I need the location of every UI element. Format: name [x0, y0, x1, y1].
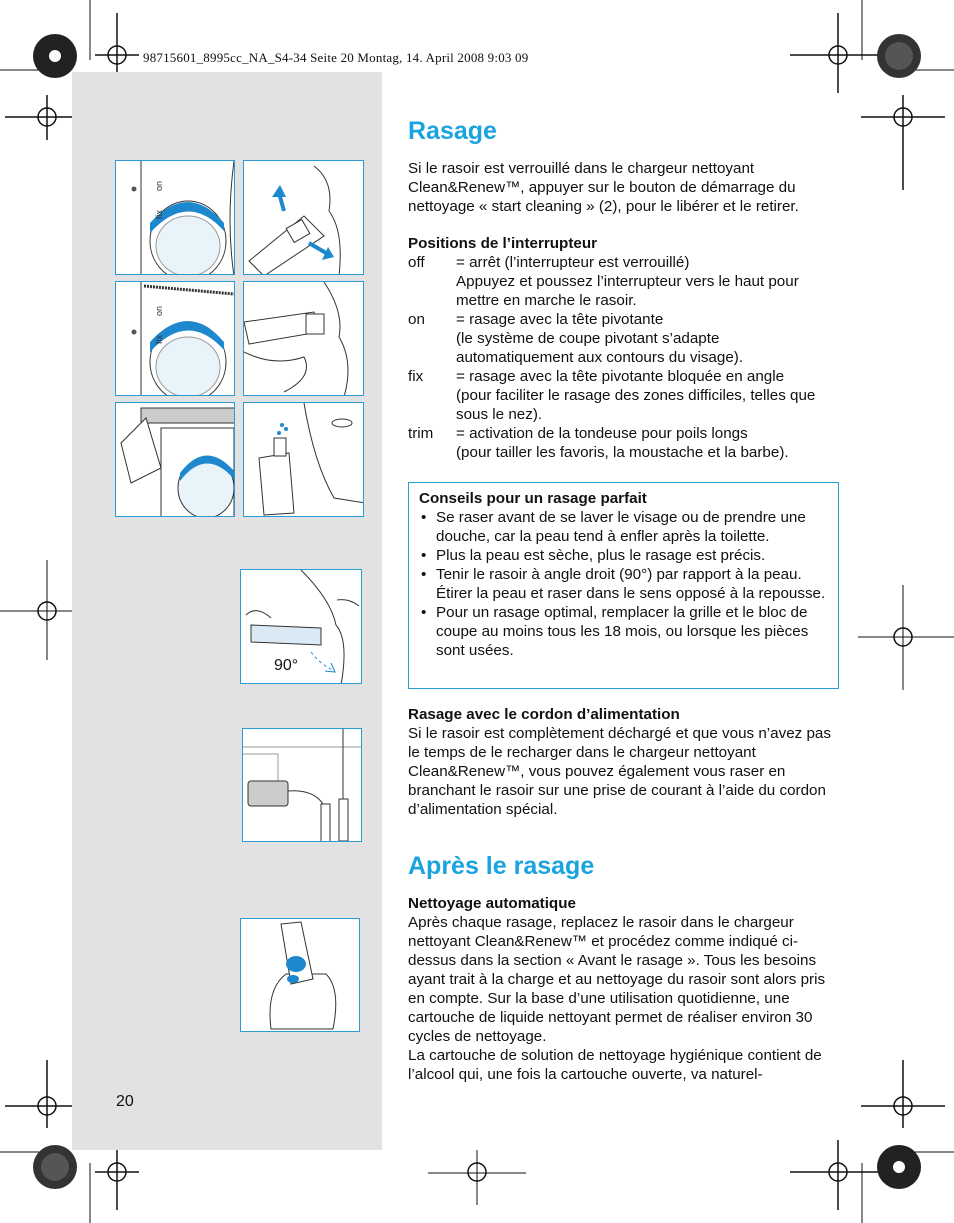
face-shaving-illustration — [244, 282, 364, 396]
position-detail: (le système de coupe pivotant s’adapte automatiquement aux contours du visage). — [456, 330, 744, 366]
figure-switch-on — [115, 160, 235, 275]
switch-position-on — [408, 310, 838, 367]
switch-position-trim — [408, 424, 838, 462]
auto-cleaning-text: Après chaque rasage, replacez le rasoir dans le chargeur nettoyant Clean&Renew™ et procédez comme indiqué ci-dessus dans la section « Avant le rasage ». Tous les besoins ayant trait à la charge et au nettoyage du rasoir sont alors pris en compte. Sur la base d’une utilisation quotidienne, une cartouche de liquide nettoyant permet de réaliser environ 30 cycles de nettoyage. — [408, 914, 826, 1045]
cartridge-text: La cartouche de solution de nettoyage hygiénique contient de l’alcool qui, une fois la cartouche ouverte, va naturel- — [408, 1047, 822, 1083]
figure-power-cord — [242, 728, 362, 842]
figure-shaving-under-nose — [243, 281, 364, 396]
position-desc: = activation de la tondeuse pour poils longs — [456, 425, 748, 442]
switch-label-on: on — [154, 180, 164, 191]
cleaning-station-illustration — [241, 919, 360, 1032]
tip-item: • Tenir le rasoir à angle droit (90°) par rapport à la peau. Étirer la peau et raser dans le sens opposé à la repousse. — [419, 565, 828, 603]
shaver-switch-illustration — [116, 161, 235, 275]
tips-box — [408, 482, 839, 689]
cord-text: Si le rasoir est complètement déchargé et que vous n’avez pas le temps de le recharger dans le chargeur nettoyant Clean&Renew™, vous pouvez également vous raser en branchant le rasoir sur une prise de courant à l’aide du cordon d’alimentation spécial. — [408, 725, 831, 818]
switch-label-fix-2: fix — [154, 335, 164, 344]
figure-trimming-sideburns — [243, 402, 364, 517]
section-title-apres-rasage: Après le rasage — [408, 852, 595, 880]
tip-item: • Pour un rasage optimal, remplacer la grille et le bloc de coupe au moins tous les 18 mois, ou lorsque les pièces sont usées. — [419, 603, 828, 660]
switch-positions-list — [408, 253, 838, 462]
hand-shaver-illustration — [244, 161, 364, 275]
power-cord-illustration — [243, 729, 362, 842]
print-header: 98715601_8995cc_NA_S4-34 Seite 20 Montag, 14. April 2008 9:03 09 — [143, 50, 529, 65]
position-detail: Appuyez et poussez l’interrupteur vers le haut pour mettre en marche le rasoir. — [456, 273, 799, 309]
face-trimming-illustration — [244, 403, 364, 517]
figure-switch-fix — [115, 281, 235, 396]
cord-heading: Rasage avec le cordon d’alimentation — [408, 706, 680, 723]
shaver-switch-fix-illustration — [116, 282, 235, 396]
figure-trimmer — [115, 402, 235, 517]
position-key: trim — [408, 425, 434, 442]
position-desc: = rasage avec la tête pivotante bloquée en angle — [456, 368, 785, 385]
tip-item: • Plus la peau est sèche, plus le rasage est précis. — [419, 546, 828, 565]
switch-positions-heading: Positions de l’interrupteur — [408, 235, 598, 252]
position-desc: = arrêt (l’interrupteur est verrouillé) — [456, 254, 690, 271]
switch-label-on-2: on — [154, 305, 164, 316]
section-title-rasage: Rasage — [408, 117, 497, 145]
rasage-intro: Si le rasoir est verrouillé dans le chargeur nettoyant Clean&Renew™, appuyer sur le bouton de démarrage du nettoyage « start cleaning » (2), pour le libérer et le retirer. — [408, 160, 799, 215]
position-key: off — [408, 254, 425, 271]
position-key: on — [408, 311, 425, 328]
switch-position-off — [408, 253, 838, 310]
tip-item: • Se raser avant de se laver le visage ou de prendre une douche, car la peau tend à enfler après la toilette. — [419, 508, 828, 546]
figure-cleaning-station — [240, 918, 360, 1032]
position-desc: = rasage avec la tête pivotante — [456, 311, 664, 328]
angle-illustration — [241, 570, 362, 684]
position-detail: (pour tailler les favoris, la moustache et la barbe). — [456, 444, 789, 461]
shaver-trimmer-illustration — [116, 403, 235, 517]
auto-cleaning-heading: Nettoyage automatique — [408, 895, 576, 912]
tips-title: Conseils pour un rasage parfait — [419, 490, 647, 507]
position-key: fix — [408, 368, 424, 385]
switch-position-fix — [408, 367, 838, 424]
figure-remove-shaver — [243, 160, 364, 275]
switch-label-fix: fix — [154, 210, 164, 219]
figure-right-angle — [240, 569, 362, 684]
tips-list — [419, 508, 828, 660]
angle-label: 90° — [274, 657, 299, 674]
position-detail: (pour faciliter le rasage des zones difficiles, telles que sous le nez). — [456, 387, 816, 423]
page-number: 20 — [116, 1093, 134, 1110]
